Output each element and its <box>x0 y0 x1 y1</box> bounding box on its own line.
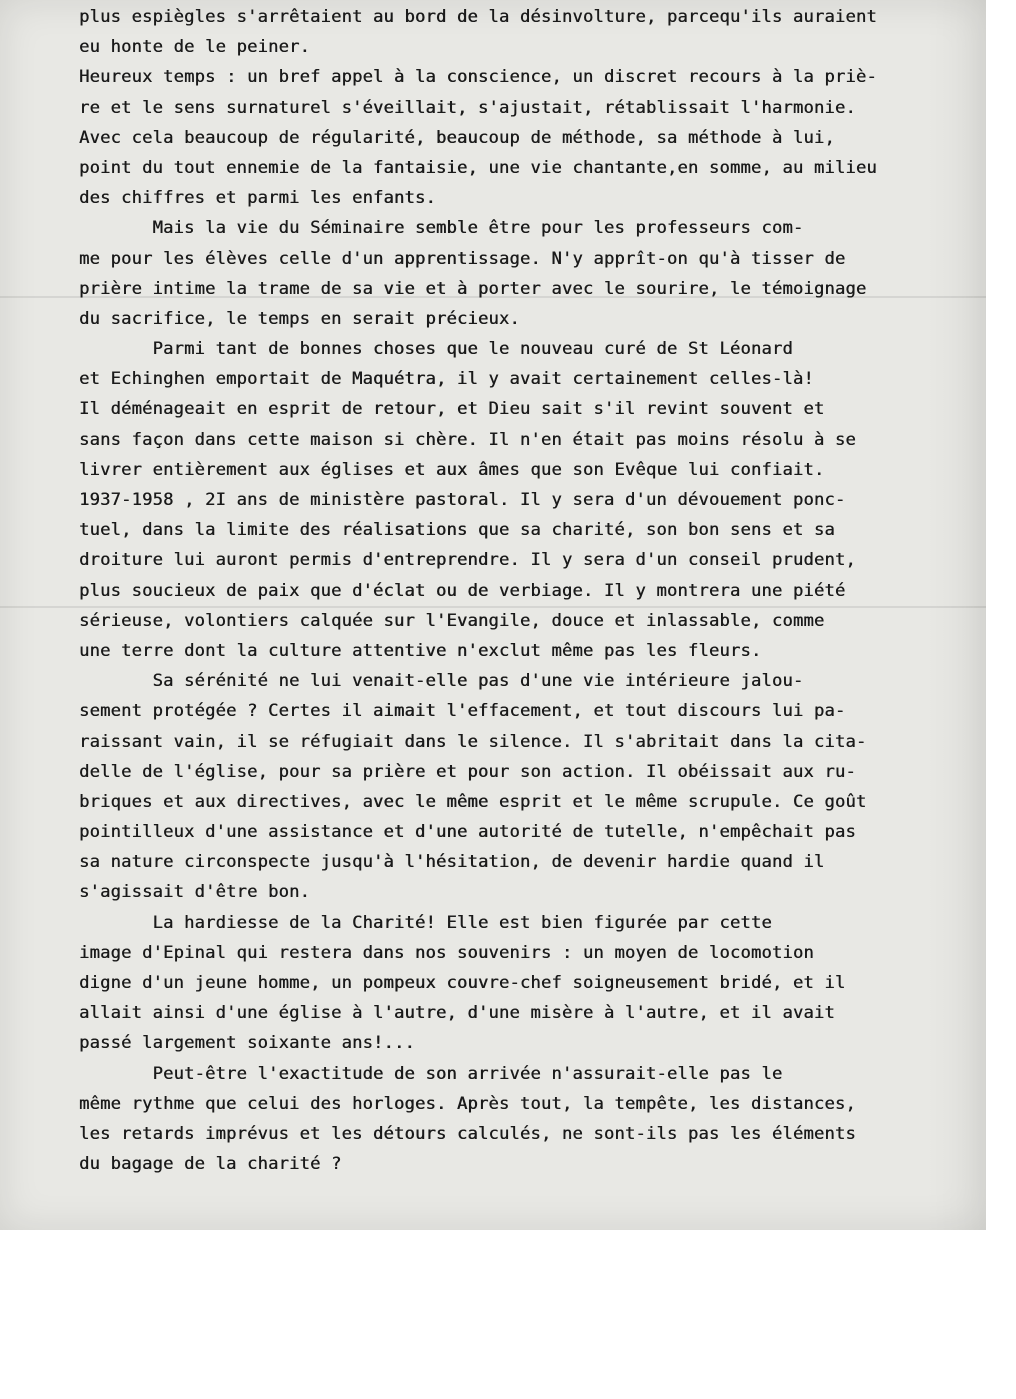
text-line: sa nature circonspecte jusqu'à l'hésitation, de devenir hardie quand il <box>79 852 825 873</box>
text-line: du bagage de la charité ? <box>79 1154 342 1175</box>
text-line: plus soucieux de paix que d'éclat ou de verbiage. Il y montrera une piété <box>79 580 846 601</box>
text-line: des chiffres et parmi les enfants. <box>79 188 436 209</box>
text-line: raissant vain, il se réfugiait dans le silence. Il s'abritait dans la cita- <box>79 731 867 752</box>
text-line: delle de l'église, pour sa prière et pour son action. Il obéissait aux ru- <box>79 761 856 782</box>
text-line: Mais la vie du Séminaire semble être pour les professeurs com- <box>79 218 804 239</box>
text-line: du sacrifice, le temps en serait précieux. <box>79 308 520 329</box>
text-line: s'agissait d'être bon. <box>79 882 310 903</box>
text-line: prière intime la trame de sa vie et à porter avec le sourire, le témoignage <box>79 278 867 299</box>
text-line: pointilleux d'une assistance et d'une autorité de tutelle, n'empêchait pas <box>79 822 856 843</box>
typewritten-text <box>79 0 969 1177</box>
text-line: droiture lui auront permis d'entreprendre. Il y sera d'un conseil prudent, <box>79 550 856 571</box>
text-line: La hardiesse de la Charité! Elle est bien figurée par cette <box>79 912 772 933</box>
text-line: tuel, dans la limite des réalisations que sa charité, son bon sens et sa <box>79 520 835 541</box>
text-line: passé largement soixante ans!... <box>79 1033 415 1054</box>
text-line: sans façon dans cette maison si chère. Il n'en était pas moins résolu à se <box>79 429 856 450</box>
text-line: allait ainsi d'une église à l'autre, d'une misère à l'autre, et il avait <box>79 1003 835 1024</box>
text-line: plus espiègles s'arrêtaient au bord de la désinvolture, parcequ'ils auraient <box>79 7 877 27</box>
text-line: eu honte de le peiner. <box>79 37 310 58</box>
text-line: Il déménageait en esprit de retour, et Dieu sait s'il revint souvent et <box>79 399 825 420</box>
text-line: point du tout ennemie de la fantaisie, une vie chantante,en somme, au milieu <box>79 157 877 178</box>
text-line: re et le sens surnaturel s'éveillait, s'ajustait, rétablissait l'harmonie. <box>79 97 856 118</box>
text-line: sement protégée ? Certes il aimait l'effacement, et tout discours lui pa- <box>79 701 846 722</box>
text-line: Avec cela beaucoup de régularité, beaucoup de méthode, sa méthode à lui, <box>79 127 835 148</box>
text-line: digne d'un jeune homme, un pompeux couvre-chef soigneusement bridé, et il <box>79 973 846 993</box>
text-line: même rythme que celui des horloges. Après tout, la tempête, les distances, <box>79 1093 856 1114</box>
text-line: Peut-être l'exactitude de son arrivée n'assurait-elle pas le <box>79 1063 783 1084</box>
text-line: et Echinghen emportait de Maquétra, il y avait certainement celles-là! <box>79 369 814 390</box>
text-line: les retards imprévus et les détours calculés, ne sont-ils pas les éléments <box>79 1123 856 1144</box>
text-line: me pour les élèves celle d'un apprentissage. N'y apprît-on qu'à tisser de <box>79 248 846 269</box>
text-line: livrer entièrement aux églises et aux âmes que son Evêque lui confiait. <box>79 459 825 480</box>
text-line: Sa sérénité ne lui venait-elle pas d'une vie intérieure jalou- <box>79 671 804 692</box>
text-line: une terre dont la culture attentive n'exclut même pas les fleurs. <box>79 640 762 661</box>
text-line: briques et aux directives, avec le même esprit et le même scrupule. Ce goût <box>79 791 867 812</box>
text-line: Heureux temps : un bref appel à la conscience, un discret recours à la priè- <box>79 67 877 88</box>
text-line: image d'Epinal qui restera dans nos souvenirs : un moyen de locomotion <box>79 942 814 963</box>
text-line: Parmi tant de bonnes choses que le nouveau curé de St Léonard <box>79 339 793 360</box>
text-line: sérieuse, volontiers calquée sur l'Evangile, douce et inlassable, comme <box>79 610 825 631</box>
text-line: 1937-1958 , 2I ans de ministère pastoral. Il y sera d'un dévouement ponc- <box>79 490 846 510</box>
